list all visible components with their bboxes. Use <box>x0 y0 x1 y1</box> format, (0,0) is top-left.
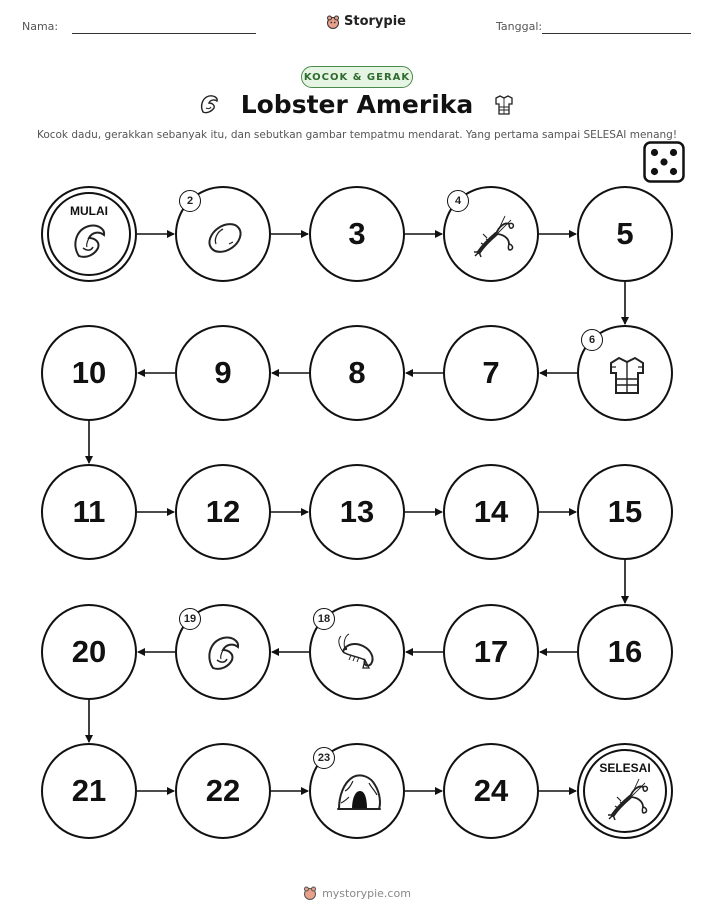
storypie-logo-icon <box>303 886 317 900</box>
square-number: 14 <box>473 494 509 529</box>
instructions: Kocok dadu, gerakkan sebanyak itu, dan sebutkan gambar tempatmu mendarat. Yang pertama sampai SELESAI menang! <box>36 129 678 141</box>
name-label: Nama: <box>22 20 59 33</box>
footer-url[interactable]: mystorypie.com <box>322 886 411 900</box>
square-number: 16 <box>607 634 643 669</box>
board-square-10 <box>41 325 137 421</box>
lobster-icon <box>603 775 651 827</box>
lobster-claw-icon <box>201 630 249 682</box>
start-square <box>41 186 137 282</box>
square-number: 13 <box>339 494 375 529</box>
board-square-13 <box>309 464 405 560</box>
square-number-tag: 18 <box>313 608 335 630</box>
board-square-15 <box>577 464 673 560</box>
square-number-tag: 2 <box>179 190 201 212</box>
square-number: 20 <box>71 634 107 669</box>
square-number-tag: 23 <box>313 747 335 769</box>
footer <box>0 886 714 900</box>
board-square-22 <box>175 743 271 839</box>
shrimp-icon <box>335 630 383 682</box>
board-square-12 <box>175 464 271 560</box>
date-label: Tanggal: <box>496 20 543 33</box>
square-number-tag: 4 <box>447 190 469 212</box>
square-number-tag: 19 <box>179 608 201 630</box>
board-square-14 <box>443 464 539 560</box>
square-number: 10 <box>71 355 107 390</box>
lobster-icon <box>469 212 517 264</box>
board-square-11 <box>41 464 137 560</box>
square-number-tag: 6 <box>581 329 603 351</box>
square-number: 12 <box>205 494 241 529</box>
board-square-20 <box>41 604 137 700</box>
finish-square <box>577 743 673 839</box>
egg-icon <box>201 212 249 264</box>
board-square-7 <box>443 325 539 421</box>
board-square-17 <box>443 604 539 700</box>
board-square-16 <box>577 604 673 700</box>
board-square-8 <box>309 325 405 421</box>
square-number: 24 <box>473 773 509 808</box>
square-number: 22 <box>205 773 241 808</box>
board-square-24 <box>443 743 539 839</box>
square-number: 9 <box>214 355 232 390</box>
armor-icon <box>603 351 651 403</box>
board-square-21 <box>41 743 137 839</box>
square-number: 11 <box>72 494 106 529</box>
square-number: 8 <box>348 355 366 390</box>
category-badge: KOCOK & GERAK <box>301 66 413 88</box>
lobster-claw-icon <box>67 218 115 270</box>
start-label: MULAI <box>70 204 108 218</box>
board-square-5 <box>577 186 673 282</box>
square-number: 5 <box>616 216 634 251</box>
finish-label: SELESAI <box>599 761 651 775</box>
page-title: Lobster Amerika <box>240 90 474 119</box>
rock-cave-icon <box>335 769 383 821</box>
square-number: 17 <box>473 634 509 669</box>
square-number: 7 <box>482 355 500 390</box>
board-square-9 <box>175 325 271 421</box>
square-number: 15 <box>607 494 643 529</box>
square-number: 3 <box>348 216 366 251</box>
square-number: 21 <box>71 773 107 808</box>
board-square-3 <box>309 186 405 282</box>
brand-name: Storypie <box>344 14 406 29</box>
